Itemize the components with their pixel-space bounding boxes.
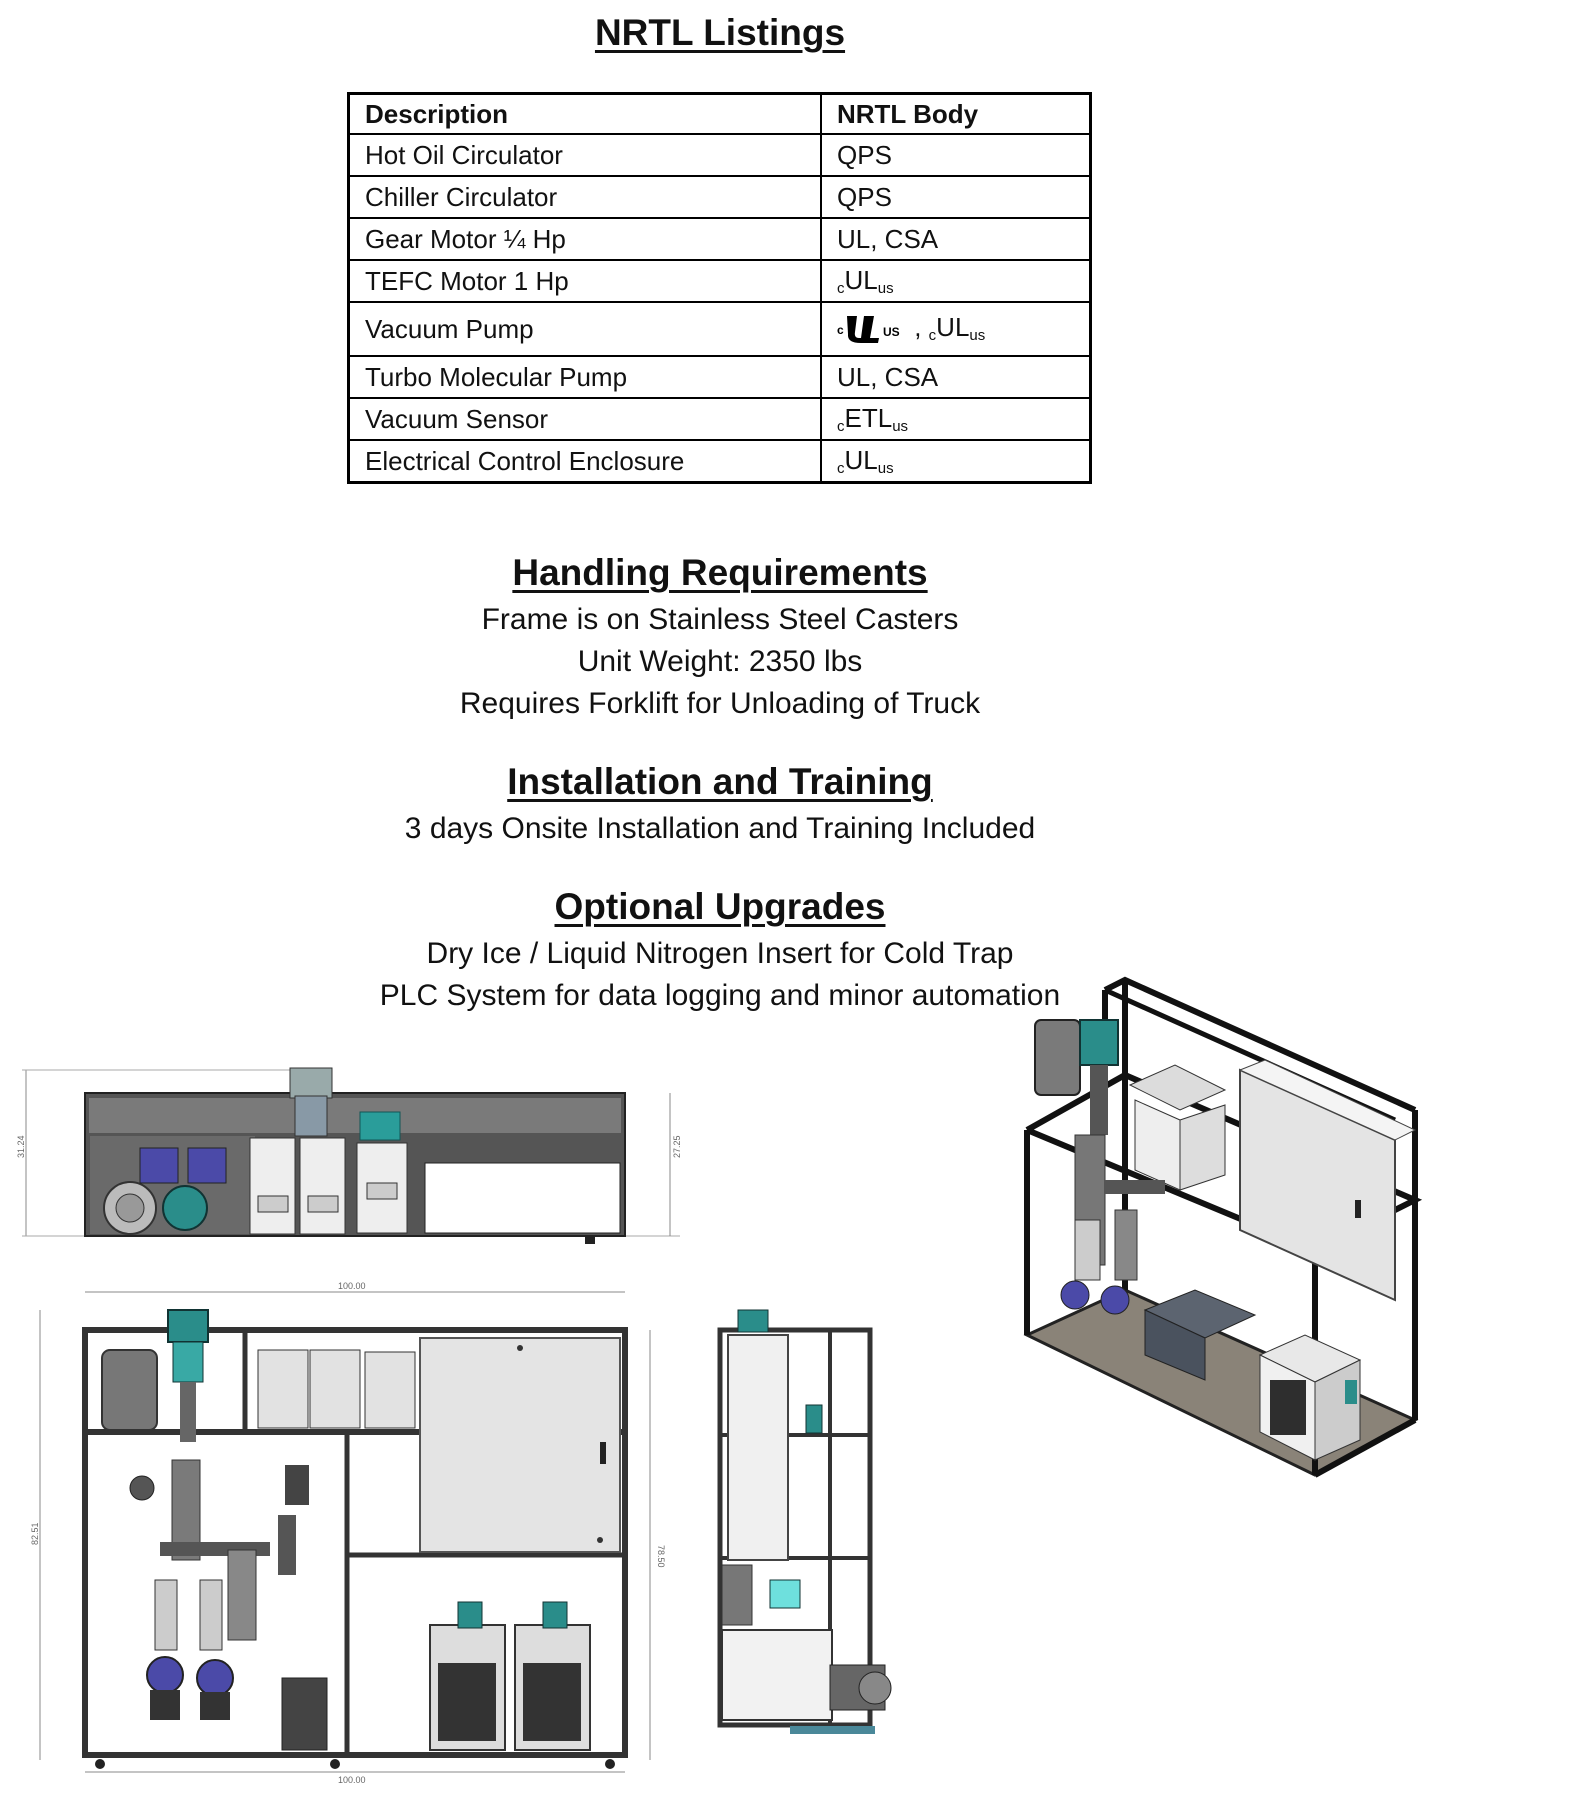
- row-description: Gear Motor ¼ Hp: [349, 218, 822, 260]
- row-description: Chiller Circulator: [349, 176, 822, 218]
- handling-line: Unit Weight: 2350 lbs: [577, 645, 863, 678]
- mark-suffix: us: [969, 326, 986, 344]
- row-body: UL, CSA: [821, 218, 1091, 260]
- mark-main: UL: [844, 445, 878, 475]
- mark-prefix: c: [928, 326, 937, 344]
- svg-text:c: c: [837, 323, 844, 338]
- front-height-left-label: 82.51: [30, 1522, 40, 1545]
- row-description: Electrical Control Enclosure: [349, 440, 822, 483]
- row-description: Vacuum Pump: [349, 302, 822, 356]
- mark-prefix: c: [837, 280, 845, 297]
- installation-title: Installation and Training: [507, 761, 933, 802]
- column-header-nrtl-body: NRTL Body: [821, 94, 1091, 135]
- upgrades-line: Dry Ice / Liquid Nitrogen Insert for Cold Trap: [426, 937, 1014, 970]
- mark-main: UL: [844, 265, 878, 295]
- row-body: QPS: [821, 176, 1091, 218]
- table-row: [349, 398, 1091, 440]
- nrtl-title: NRTL Listings: [594, 12, 846, 53]
- front-view-drawing: [20, 1280, 680, 1794]
- installation-line: 3 days Onsite Installation and Training Included: [404, 812, 1036, 845]
- upgrades-line: PLC System for data logging and minor automation: [379, 979, 1061, 1012]
- table-row: [349, 134, 1091, 176]
- mark-main: UL: [936, 311, 970, 342]
- row-description: Vacuum Sensor: [349, 398, 822, 440]
- upgrades-title: Optional Upgrades: [554, 886, 886, 927]
- front-width-bottom-label: 100.00: [338, 1775, 366, 1785]
- front-height-right-label: 78.50: [656, 1545, 666, 1568]
- mark-suffix: us: [877, 460, 894, 477]
- mark-prefix: c: [837, 460, 845, 477]
- row-body: QPS: [821, 134, 1091, 176]
- handling-line: Requires Forklift for Unloading of Truck: [459, 687, 981, 720]
- mark-main: ETL: [844, 403, 893, 433]
- mark-suffix: us: [877, 280, 894, 297]
- row-description: Hot Oil Circulator: [349, 134, 822, 176]
- row-body: [821, 260, 1091, 302]
- table-row: [349, 176, 1091, 218]
- handling-line: Frame is on Stainless Steel Casters: [481, 603, 959, 636]
- row-body: UL, CSA: [821, 356, 1091, 398]
- nrtl-table: [347, 92, 1092, 484]
- row-description: Turbo Molecular Pump: [349, 356, 822, 398]
- row-body: [821, 398, 1091, 440]
- table-row: [349, 302, 1091, 356]
- mark-prefix: c: [837, 418, 845, 435]
- svg-text:US: US: [883, 325, 900, 340]
- top-height-right-label: 27.25: [672, 1135, 682, 1158]
- table-row: [349, 356, 1091, 398]
- handling-title: Handling Requirements: [512, 552, 928, 593]
- ul-recognized-logo: [837, 312, 907, 346]
- front-width-top-label: 100.00: [338, 1281, 366, 1291]
- table-row: [349, 260, 1091, 302]
- table-row: [349, 218, 1091, 260]
- row-body: [821, 302, 1091, 356]
- mark-suffix: us: [892, 418, 909, 435]
- table-header-row: [349, 94, 1091, 135]
- isometric-view-drawing: [1015, 970, 1535, 1610]
- side-view-drawing: [700, 1300, 900, 1760]
- top-view-drawing: [10, 1058, 690, 1258]
- mark-separator: ,: [907, 311, 929, 342]
- row-description: TEFC Motor 1 Hp: [349, 260, 822, 302]
- column-header-description: Description: [349, 94, 822, 135]
- table-row: [349, 440, 1091, 483]
- top-height-left-label: 31.24: [16, 1135, 26, 1158]
- row-body: [821, 440, 1091, 483]
